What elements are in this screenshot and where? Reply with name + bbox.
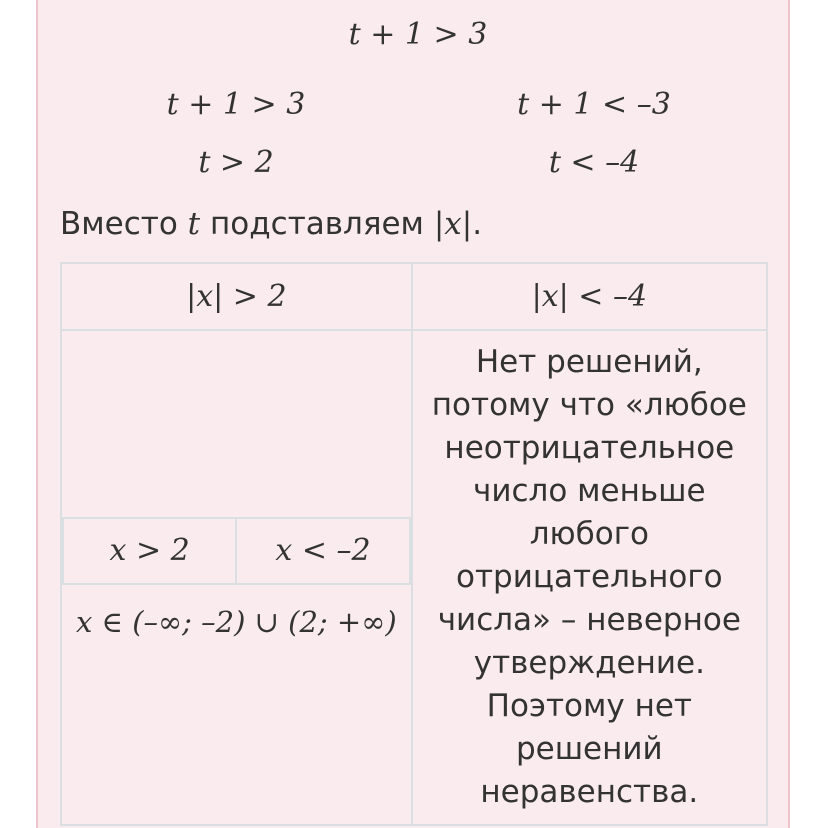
- header-right-cell: |x| < –4: [412, 263, 767, 330]
- inner-right-cell: x < –2: [236, 518, 409, 584]
- main-inequality: [349, 17, 488, 52]
- left-solution-cell: [61, 330, 412, 825]
- solution-panel: [36, 0, 790, 828]
- left-case-line1: t + 1 > 3: [166, 87, 306, 122]
- right-solution-cell: [412, 330, 767, 825]
- inner-left-cell: x > 2: [63, 518, 236, 584]
- answer-interval: x ∈ (–∞; –2) ∪ (2; +∞): [75, 604, 397, 639]
- no-solution-explanation: Нет решений, потому что «любое неотрицательное число меньше любого отрицательного числа» – неверное утверждение. Поэтому нет решений неравенства.: [431, 344, 747, 810]
- left-case-line2: t > 2: [198, 145, 274, 180]
- inner-cases-table: [62, 517, 411, 585]
- cases-table: [60, 262, 768, 826]
- right-case-line1: t + 1 < –3: [517, 87, 671, 122]
- header-left-cell: |x| > 2: [61, 263, 412, 330]
- main-inequality-text: t + 1 > 3: [348, 17, 488, 52]
- right-case-line2: t < –4: [548, 145, 640, 180]
- substitution-sentence: Вместо t подставляем |x|.: [60, 206, 483, 242]
